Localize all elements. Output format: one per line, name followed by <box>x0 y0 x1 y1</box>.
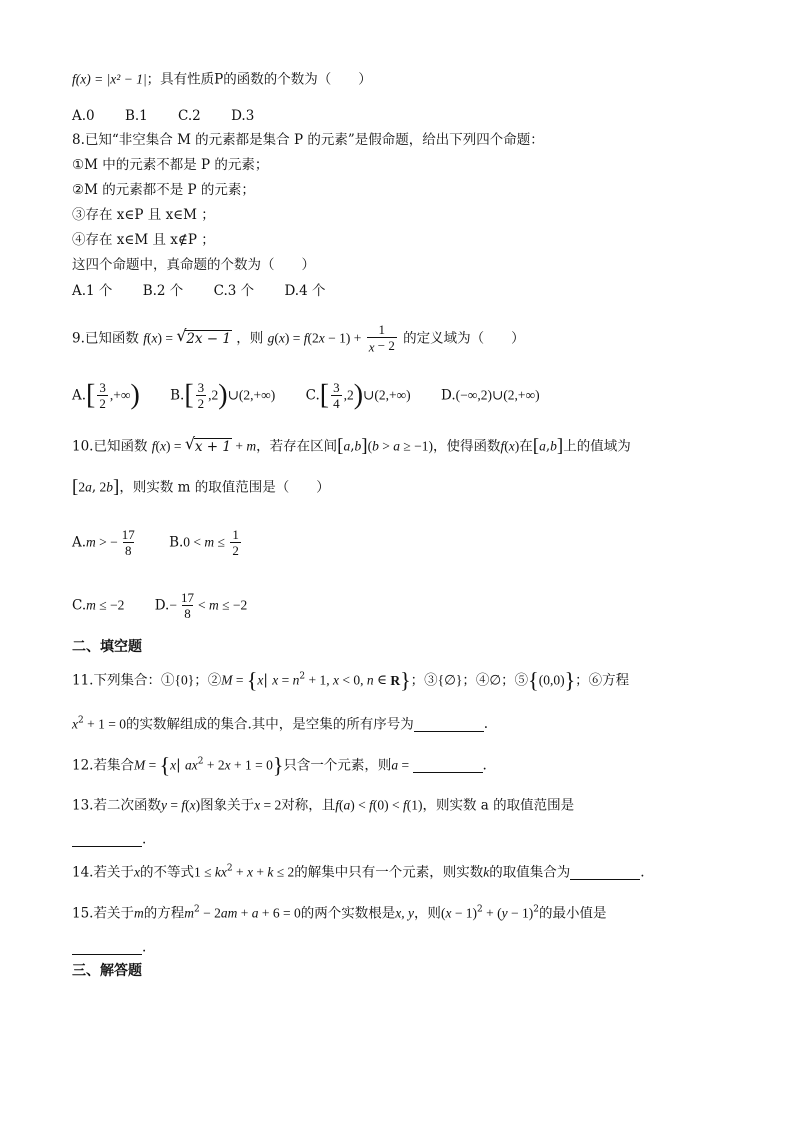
q9-option-b: B.[ $\frac{3}{2}$ ,2)∪(2,+∞) <box>170 379 276 411</box>
q7-option-b: B.1 <box>124 107 148 124</box>
q7-tail-line <box>72 70 372 89</box>
q10-option-a: A.m > − $\frac{17}{8}$ <box>72 527 135 559</box>
q10-option-d: D.− $\frac{17}{8}$ < m ≤ −2 <box>154 590 248 622</box>
q7-text: ；具有性质P的函数的个数为（ ） <box>146 71 372 88</box>
q9-stem: 9.已知函数 f(x) = √ 2x − 1 ，则 g(x) = f(2x − 1) + $\frac{1}{x - 2}$ 的定义域为（ ） <box>72 322 525 355</box>
q9-fraction: $\frac{1}{x - 2}$ <box>368 322 395 355</box>
q15-line1: 15.若关于m的方程$m^2 - 2am + a + 6 = 0$的两个实数根是x, y，则$(x - 1)^2 + (y - 1)^2$的最小值是 <box>72 904 607 922</box>
q9-text2: ，则 <box>236 330 264 347</box>
q9-sqrt: √ 2x − 1 <box>176 326 231 347</box>
q10-options-ab <box>72 525 269 560</box>
q8-option-d: D.4 个 <box>284 282 326 299</box>
q10-options-cd <box>72 588 273 623</box>
q14-line: 14.若关于x的不等式$1 \le kx^2 + x + k \le 2$的解集中只有一个元素，则实数k的取值集合为 . <box>72 863 645 881</box>
q8-option-c: C.3 个 <box>213 282 255 299</box>
section-2-heading: 二、填空题 <box>72 639 142 655</box>
q9-suffix: 的定义域为（ ） <box>403 330 525 347</box>
q8-item-3: ③存在 x∈P 且 x∈M ； <box>72 207 215 223</box>
q15-line2: . <box>72 938 146 957</box>
q13-answer-blank[interactable] <box>72 832 142 847</box>
q9-option-c: C.[ $\frac{3}{4}$ ,2)∪(2,+∞) <box>305 379 411 411</box>
q10-line2: [2a, 2b]，则实数 m 的取值范围是（ ） <box>72 476 330 498</box>
q8-item-1: ①M 中的元素不都是 P 的元素； <box>72 157 269 173</box>
q15-answer-blank[interactable] <box>72 940 142 955</box>
q13-line1: 13.若二次函数y = f(x)图象关于x = 2对称，且f(a) < f(0) < f(1)，则实数 a 的取值范围是 <box>72 797 575 814</box>
q11-line1: 11.下列集合：①{0}；②M = {x| $x = n^2 + 1$, x < 0, n ∈ R}；③{∅}；④∅；⑤{(0,0)}；⑥方程 <box>72 667 630 693</box>
q12-line: 12.若集合M = {x| $ax^2 + 2x + 1 = 0$}只含一个元素，则a = . <box>72 752 487 778</box>
q8-options <box>72 281 351 300</box>
q8-stem: 8.已知“非空集合 M 的元素都是集合 P 的元素”是假命题，给出下列四个命题： <box>72 132 544 148</box>
q13-line2: . <box>72 830 146 849</box>
q12-answer-blank[interactable] <box>413 758 483 773</box>
q7-option-d: D.3 <box>231 107 255 124</box>
q8-item-4: ④存在 x∈M 且 x∉P ； <box>72 232 215 248</box>
q11-line2: $x^2 + 1 = 0$的实数解组成的集合.其中，是空集的所有序号为 . <box>72 715 489 733</box>
q10-option-b: B.0 < m ≤ $\frac{1}{2}$ <box>169 527 239 559</box>
q7-option-a: A.0 <box>72 107 95 124</box>
q9-prefix: 9.已知函数 <box>72 330 139 347</box>
q7-option-c: C.2 <box>178 107 201 124</box>
q11-answer-blank[interactable] <box>414 717 484 732</box>
q7-options <box>72 106 280 125</box>
q10-option-c: C.m ≤ −2 <box>72 597 125 614</box>
q7-expr: f(x) = |x² − 1| <box>72 71 147 87</box>
q8-option-b: B.2 个 <box>142 282 184 299</box>
q8-option-a: A.1 个 <box>72 282 113 299</box>
q8-ask: 这四个命题中，真命题的个数为（ ） <box>72 257 315 273</box>
q8-item-2: ②M 的元素都不是 P 的元素； <box>72 182 255 198</box>
q9-options <box>72 380 566 411</box>
section-3-heading: 三、解答题 <box>72 963 142 979</box>
q14-answer-blank[interactable] <box>570 865 640 880</box>
q9-option-a: A.[ $\frac{3}{2}$ ,+∞) <box>72 379 140 411</box>
q10-stem: 10.已知函数 f(x) = √ x + 1 + m，若存在区间[a,b](b > a ≥ −1)，使得函数f(x)在[a,b]上的值域为 <box>72 434 631 457</box>
q9-option-d: D.(−∞,2)∪(2,+∞) <box>440 387 540 404</box>
q9-f-def: f <box>143 330 147 346</box>
